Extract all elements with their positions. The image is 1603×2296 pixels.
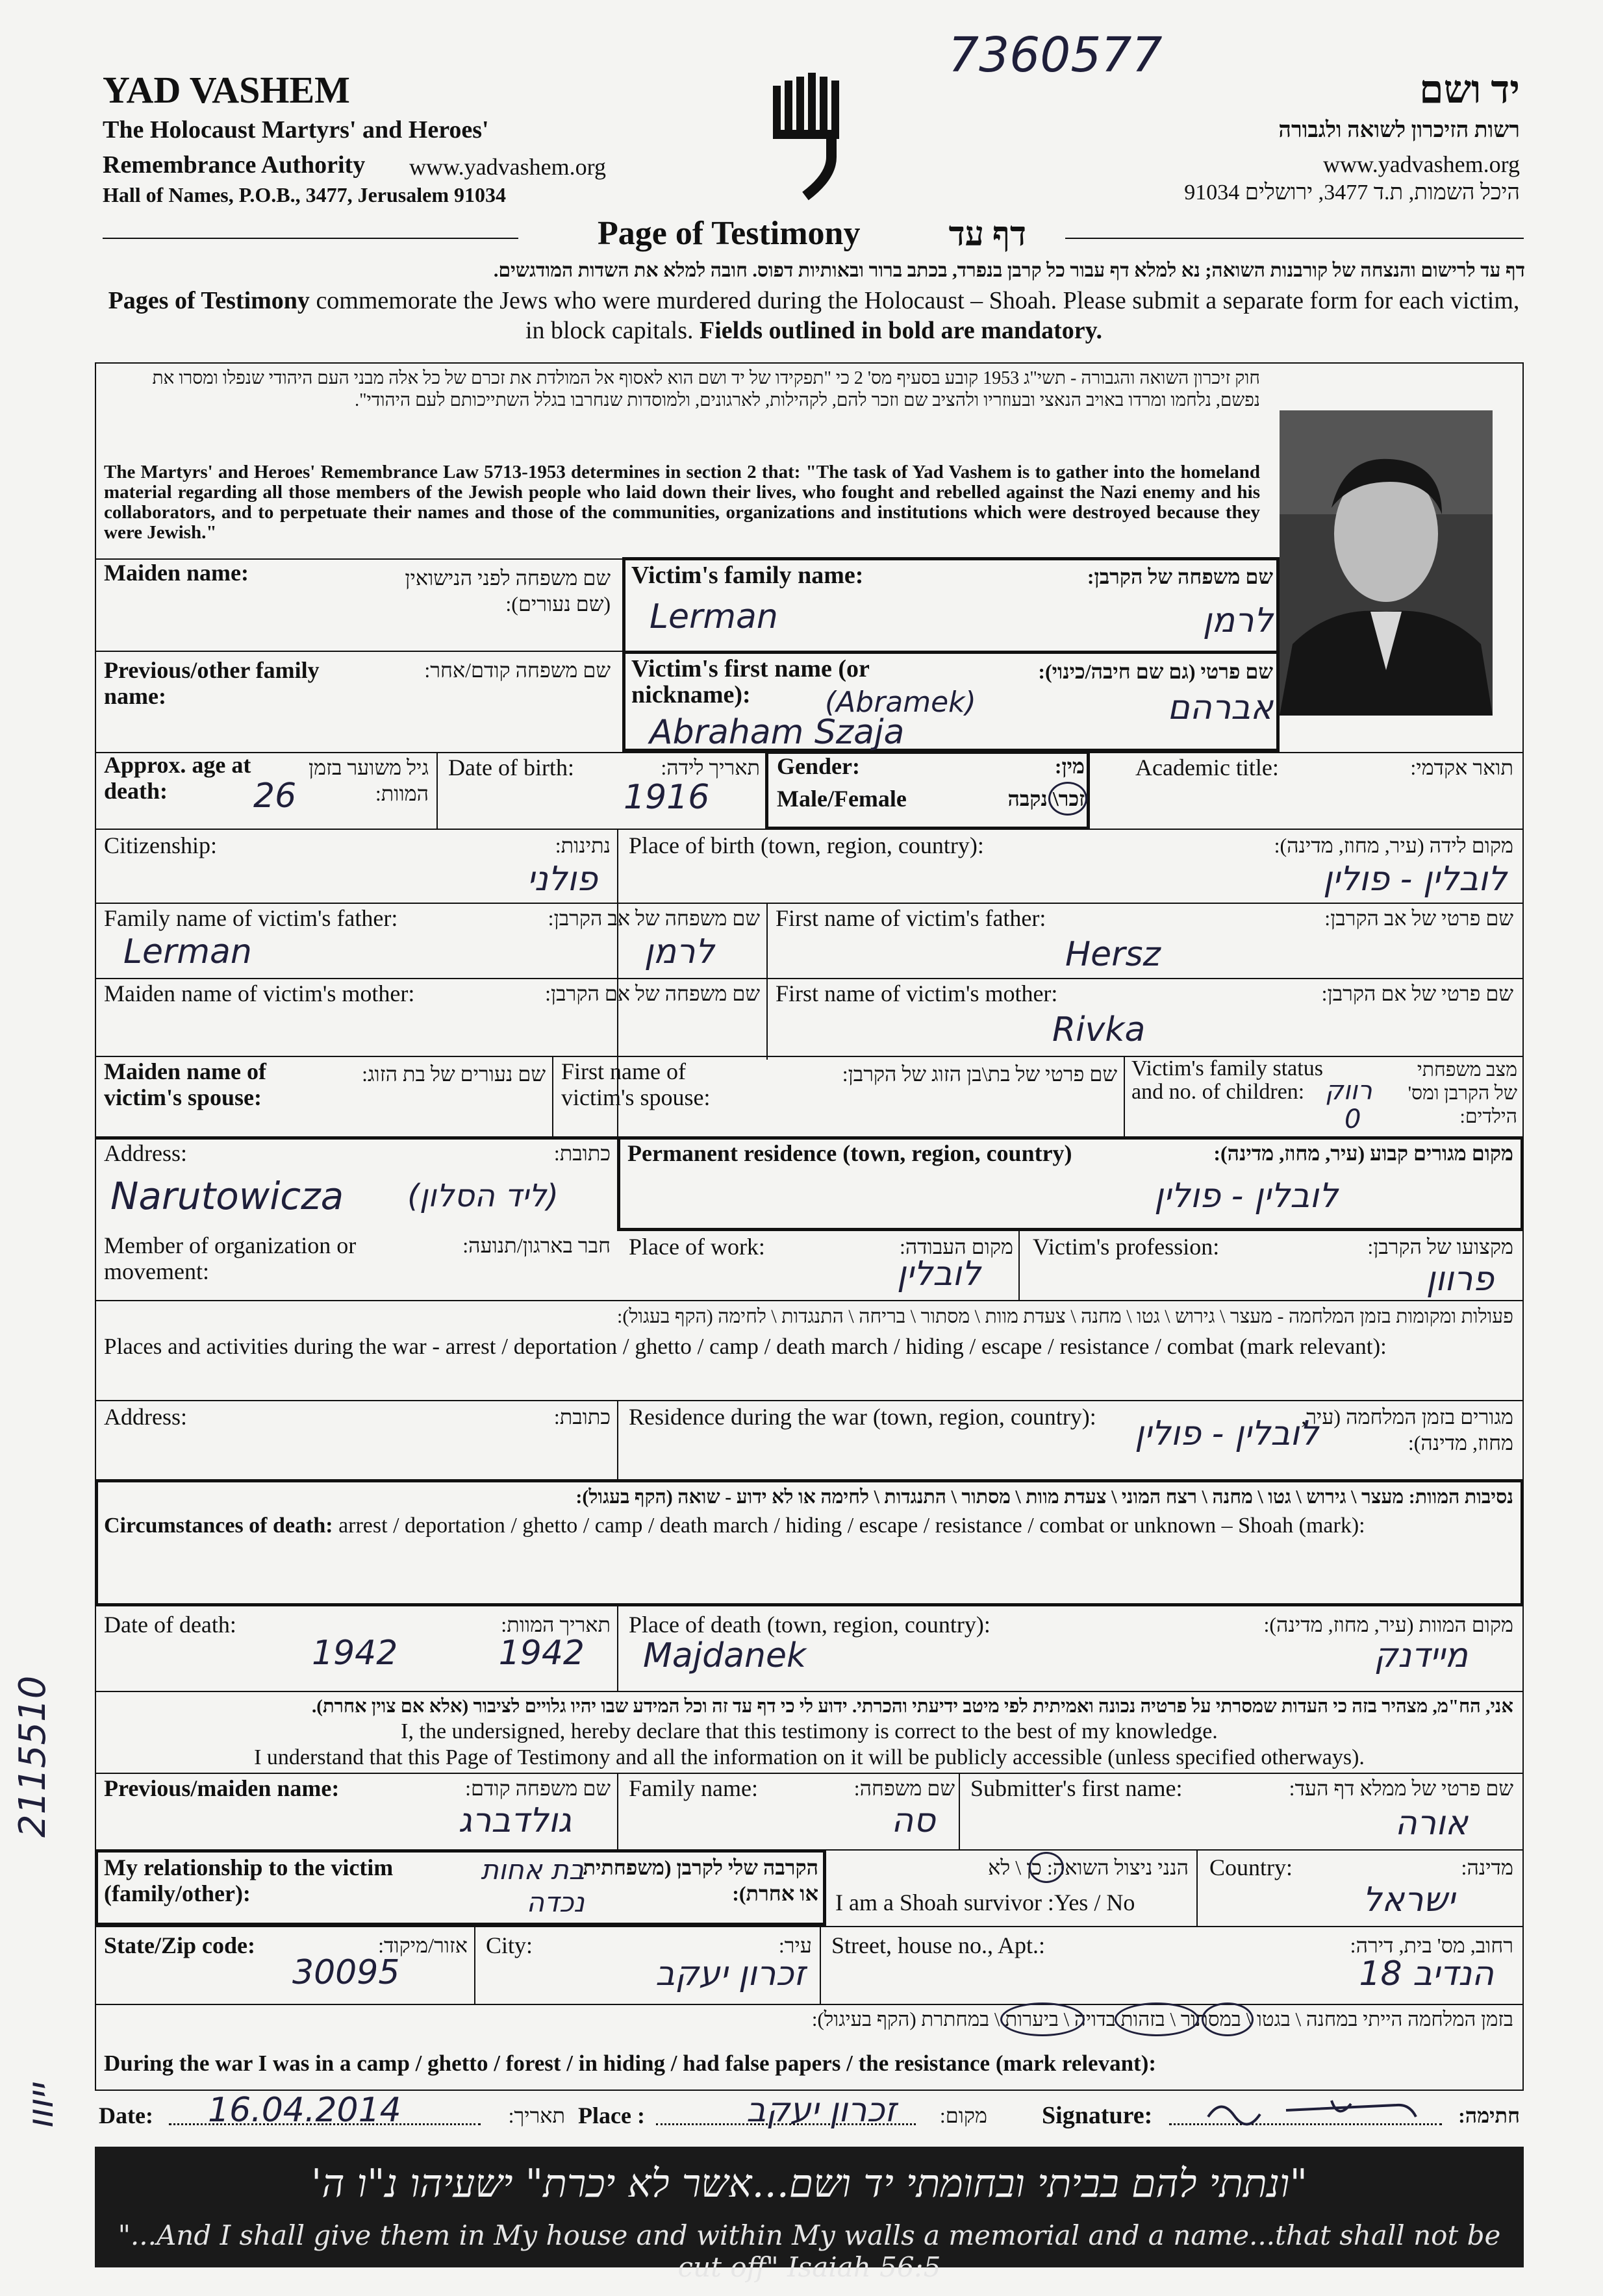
circumstances-he: נסיבות המוות: מעצר \ גירוש \ גטו \ מחנה \ רצח המוני \ צעדת מוות \ מסתור \ התנגדות \ לחימה או לא ידוע - שואה (הקף בעגול): bbox=[575, 1486, 1513, 1508]
rule bbox=[820, 1926, 821, 2004]
gender-label: Gender: bbox=[777, 753, 860, 779]
father-family-label: Family name of victim's father: bbox=[104, 905, 398, 931]
rule bbox=[959, 1773, 960, 1849]
spouse-first-label: First name of victim's spouse: bbox=[561, 1058, 711, 1110]
war-address-label: Address: bbox=[104, 1404, 187, 1430]
wartime-activities-en: Places and activities during the war - arrest / deportation / ghetto / camp / death march / hiding / escape / resistance / combat (mark relevant): bbox=[104, 1334, 1387, 1359]
profession-label-he: מקצועו של הקרבן: bbox=[1367, 1235, 1513, 1258]
previous-name-label-he: שם משפחה קודם/אחר: bbox=[424, 658, 611, 682]
date-value[interactable]: 16.04.2014 bbox=[208, 2091, 401, 2130]
maiden-name-label-he: שם משפחה לפני הנישואין (שם נעורים): bbox=[405, 566, 611, 616]
birth-place-label-he: מקום לידה (עיר, מחוז, מדינה): bbox=[1274, 834, 1513, 857]
rule bbox=[1196, 1849, 1198, 1926]
relationship-label-he: הקרבה שלי לקרבן (משפחתית או אחרת): bbox=[583, 1856, 818, 1905]
dob-value[interactable]: 1916 bbox=[624, 778, 710, 817]
previous-name-label: Previous/other family name: bbox=[104, 657, 320, 709]
date-label: Date: bbox=[99, 2103, 153, 2128]
death-date-value-he[interactable]: 1942 bbox=[498, 1634, 585, 1673]
rule bbox=[826, 1849, 1524, 1851]
rule bbox=[95, 1400, 1524, 1401]
law-en: The Martyrs' and Heroes' Remembrance Law 5713-1953 determines in section 2 that: "The task of Yad Vashem is to gather into the homeland material regarding all those members of the Jewish people who laid down their lives, who fought and rebelled against the Nazi enemy and his collaborators, and to perpetuate their names and those of the communities, organizations and institutions which were destroyed because they were Jewish." bbox=[104, 462, 1260, 543]
mother-maiden-label-he: שם משפחה של אם הקרבן: bbox=[545, 982, 760, 1005]
signature-label: Signature: bbox=[1042, 2102, 1153, 2129]
rule bbox=[474, 1926, 475, 2004]
father-family-value-he[interactable]: לרמן bbox=[644, 932, 714, 971]
signature-scribble[interactable] bbox=[1202, 2091, 1435, 2130]
title-en: Page of Testimony bbox=[598, 215, 861, 252]
intro-mandatory: Fields outlined in bold are mandatory. bbox=[699, 317, 1103, 344]
family-name-value-he[interactable]: לרמן bbox=[1202, 601, 1273, 640]
maiden-name-label: Maiden name: bbox=[104, 560, 249, 586]
first-name-nickname[interactable]: (Abramek) bbox=[825, 686, 976, 719]
family-name-label-he: שם משפחה של הקרבן: bbox=[1087, 565, 1273, 588]
intro-he: דף עד לרישום והנצחה של קורבנות השואה; נא למלא דף עבור כל קרבן בנפרד, בכתב ברור ובאותיות דפוס. חובה למלא את השדות המודגשים. bbox=[493, 260, 1525, 281]
mother-first-value[interactable]: Rivka bbox=[1052, 1010, 1146, 1049]
street-value[interactable]: הנדיב 18 bbox=[1359, 1954, 1494, 1993]
street-label-he: רחוב, מס' בית, דירה: bbox=[1350, 1934, 1513, 1957]
circumstances-options: arrest / deportation / ghetto / camp / death march / hiding / escape / resistance / combat or unknown – Shoah (mark): bbox=[333, 1514, 1365, 1538]
zip-label: State/Zip code: bbox=[104, 1932, 255, 1958]
header-rule-right bbox=[1065, 238, 1524, 239]
birth-place-value[interactable]: לובלין - פולין bbox=[1323, 860, 1507, 899]
wartime-activities-he: פעולות ומקומות בזמן המלחמה - מעצר \ גירוש \ גטו \ מחנה \ צעדת מוות \ מסתור \ בריחה \ התנגדות \ לחימה (הקף בעגול): bbox=[617, 1306, 1513, 1327]
children-value[interactable]: 0 bbox=[1344, 1104, 1361, 1134]
address-en: Hall of Names, P.O.B., 3477, Jerusalem 91034 bbox=[103, 183, 506, 206]
war-address-label-he: כתובת: bbox=[553, 1405, 611, 1429]
gender-male-circle bbox=[1048, 782, 1087, 816]
circumstances-en bbox=[104, 1513, 1365, 1539]
rule bbox=[617, 1773, 618, 1849]
war-location-en: During the war I was in a camp / ghetto / forest / in hiding / had false papers / the resistance (mark relevant): bbox=[104, 2051, 1157, 2076]
death-place-value-he[interactable]: מיידנק bbox=[1374, 1636, 1468, 1675]
family-name-label: Victim's family name: bbox=[631, 562, 864, 589]
zip-label-he: אזור/מיקוד: bbox=[378, 1934, 468, 1957]
profession-value[interactable]: פרוון bbox=[1426, 1260, 1494, 1299]
header-rule-left bbox=[103, 238, 518, 239]
victim-portrait-image bbox=[1280, 410, 1493, 716]
org-name-en: YAD VASHEM bbox=[103, 69, 350, 111]
war-location-circle-3 bbox=[1202, 2003, 1254, 2036]
family-status-value[interactable]: רווק bbox=[1325, 1076, 1372, 1106]
father-family-value[interactable]: Lerman bbox=[123, 932, 252, 971]
address-he: היכל השמות, ת.ד 3477, ירושלים 91034 bbox=[1184, 181, 1520, 205]
city-label: City: bbox=[486, 1932, 533, 1958]
place-label: Place : bbox=[578, 2103, 645, 2128]
address-label: Address: bbox=[104, 1140, 187, 1166]
country-label-he: מדינה: bbox=[1461, 1856, 1513, 1879]
footer-banner bbox=[95, 2147, 1524, 2283]
rule bbox=[1018, 1231, 1020, 1300]
rule bbox=[95, 651, 622, 652]
first-name-label: Victim's first name (or nickname): bbox=[631, 655, 870, 708]
permanent-residence-label: Permanent residence (town, region, country) bbox=[627, 1140, 1072, 1166]
war-location-circle-1 bbox=[1000, 2003, 1085, 2036]
rule bbox=[95, 829, 1524, 830]
war-location-he: בזמן המלחמה הייתי במחנה \ בגטו \ במסתור \ בזהות בדויה \ ביערות \ במחתרת (הקף בעיגול): bbox=[811, 2008, 1513, 2030]
website-he: www.yadvashem.org bbox=[1323, 151, 1520, 177]
death-date-label: Date of death: bbox=[104, 1612, 236, 1638]
workplace-label-he: מקום העבודה: bbox=[899, 1235, 1013, 1258]
spouse-first-label-he: שם פרטי של בת\בן הזוג של הקרבן: bbox=[842, 1062, 1117, 1086]
war-residence-label-he: מגורים בזמן המלחמה (עיר, מחוז, מדינה): bbox=[1301, 1405, 1513, 1454]
age-label-he: גיל משוער בזמן המוות: bbox=[308, 756, 429, 805]
org-name-he: יד ושם bbox=[1419, 68, 1520, 111]
rule bbox=[95, 1773, 1524, 1774]
age-label: Approx. age at death: bbox=[104, 752, 251, 804]
declaration-he: אני, הח"מ, מצהיר בזה כי העדות שמסרתי על פרטיה נכונה ואמיתית לפי מיטב ידיעתי והכרתי. ידוע לי כי דף עד זה וכל המידע שבו יהיו גלויים לציבור (אלא אם צוין אחרת). bbox=[312, 1696, 1513, 1717]
intro-en bbox=[103, 286, 1525, 345]
rule bbox=[436, 752, 438, 829]
relationship-label: My relationship to the victim (family/other): bbox=[104, 1854, 394, 1906]
death-place-value[interactable]: Majdanek bbox=[643, 1636, 807, 1675]
mother-first-label-he: שם פרטי של אם הקרבן: bbox=[1321, 982, 1513, 1005]
war-location-circle-2 bbox=[1115, 2003, 1199, 2036]
workplace-label: Place of work: bbox=[629, 1234, 765, 1260]
mother-maiden-label: Maiden name of victim's mother: bbox=[104, 980, 415, 1006]
first-name-value[interactable]: Abraham Szaja bbox=[650, 713, 905, 752]
gender-options-he[interactable]: זכר\ נקבה bbox=[1007, 787, 1085, 810]
place-value[interactable]: זכרון יעקב bbox=[746, 2091, 896, 2130]
submitter-family-value[interactable]: סה bbox=[891, 1801, 935, 1840]
date-label-he: תאריך: bbox=[508, 2104, 565, 2127]
relationship-value[interactable]: בת אחות bbox=[481, 1854, 585, 1886]
declaration-en-2: I understand that this Page of Testimony and all the information on it will be publicly accessible (unless specified otherways). bbox=[254, 1745, 1365, 1769]
spouse-maiden-label: Maiden name of victim's spouse: bbox=[104, 1058, 266, 1110]
father-family-label-he: שם משפחה של אב הקרבן: bbox=[548, 906, 760, 930]
signature-label-he: חתימה: bbox=[1458, 2104, 1520, 2127]
father-first-label: First name of victim's father: bbox=[776, 905, 1046, 931]
academic-title-label: Academic title: bbox=[1135, 755, 1279, 780]
address-label-he: כתובת: bbox=[553, 1142, 611, 1165]
relationship-value-2[interactable]: נכדה bbox=[526, 1886, 585, 1918]
footer-verse-en: "...And I shall give them in My house and within My walls a memorial and a name...that shall not be cut off" Isaiah 56:5 bbox=[118, 2219, 1501, 2283]
submitter-first-value[interactable]: אורה bbox=[1395, 1804, 1468, 1843]
academic-title-label-he: תואר אקדמי: bbox=[1410, 756, 1513, 779]
rule bbox=[1124, 1056, 1125, 1138]
first-name-value-he[interactable]: אברהם bbox=[1167, 688, 1273, 727]
submitter-previous-label-he: שם משפחה קודם: bbox=[465, 1777, 611, 1800]
title-he: דף עד bbox=[948, 216, 1026, 253]
rule bbox=[95, 978, 1524, 979]
form-number: 7360577 bbox=[948, 27, 1163, 83]
death-place-label-he: מקום המוות (עיר, מחוז, מדינה): bbox=[1263, 1613, 1513, 1636]
rule bbox=[552, 1056, 553, 1138]
death-date-value[interactable]: 1942 bbox=[312, 1634, 398, 1673]
country-value[interactable]: ישראל bbox=[1362, 1880, 1455, 1919]
citizenship-label: Citizenship: bbox=[104, 832, 217, 858]
citizenship-value[interactable]: פולני bbox=[527, 860, 598, 899]
intro-en-rest: commemorate the Jews who were murdered during the Holocaust – Shoah. Please submit a separate form for each victim, in block capitals. bbox=[309, 287, 1520, 344]
rule bbox=[95, 1691, 1524, 1692]
place-label-he: מקום: bbox=[939, 2104, 987, 2127]
address-value-he[interactable]: (ליד הסלון) bbox=[407, 1178, 559, 1214]
spouse-maiden-label-he: שם נעורים של בת הזוג: bbox=[362, 1062, 546, 1086]
first-name-label-he: שם פרטי (גם שם חיבה/כינוי): bbox=[1038, 660, 1273, 683]
rule bbox=[95, 1926, 1524, 1927]
workplace-value[interactable]: לובלין bbox=[896, 1254, 981, 1293]
submitter-previous-label: Previous/maiden name: bbox=[104, 1775, 340, 1801]
death-date-label-he: תאריך המוות: bbox=[501, 1613, 611, 1636]
rule bbox=[95, 2004, 1524, 2005]
birth-place-label: Place of birth (town, region, country): bbox=[629, 832, 984, 858]
family-name-value[interactable]: Lerman bbox=[650, 597, 778, 636]
zip-value[interactable]: 30095 bbox=[292, 1953, 400, 1992]
submitter-first-label: Submitter's first name: bbox=[970, 1775, 1183, 1801]
law-he: חוק זיכרון השואה והגבורה - תשי"ג 1953 קובע בסעיף מס' 2 כי "תפקידו של יד ושם הוא לאסוף אל המולדת את זכרם של כל אלה מבני העם היהודי שנפלו ומסרו את נפשם, נלחמו ומרדו באויב הנאצי ובעוזריו ולהציב שם וזכר להם, לקהילות, לארגונים, ולמוסדות שנחרבו בגלל השתייכותם לעם היהודי". bbox=[152, 368, 1260, 410]
org-sub-he: רשות הזיכרון לשואה ולגבורה bbox=[1278, 118, 1520, 142]
submitter-family-label: Family name: bbox=[629, 1775, 758, 1801]
death-place-label: Place of death (town, region, country): bbox=[629, 1612, 991, 1638]
organization-label-he: חבר בארגון/תנועה: bbox=[462, 1234, 611, 1257]
father-first-label-he: שם פרטי של אב הקרבן: bbox=[1324, 906, 1513, 930]
survivor-label[interactable]: I am a Shoah survivor :Yes / No bbox=[835, 1890, 1135, 1915]
mother-first-label: First name of victim's mother: bbox=[776, 980, 1058, 1006]
org-sub2-en: Remembrance Authority bbox=[103, 151, 366, 179]
war-residence-value[interactable]: לובלין - פולין bbox=[1135, 1414, 1319, 1453]
survivor-yes-circle bbox=[1029, 1852, 1064, 1883]
margin-mark: ייווו bbox=[19, 2084, 62, 2130]
rule bbox=[617, 1606, 618, 1692]
country-label: Country: bbox=[1209, 1854, 1293, 1880]
rule bbox=[95, 1300, 1524, 1301]
city-value[interactable]: זכרון יעקב bbox=[655, 1954, 805, 1993]
submitter-first-label-he: שם פרטי של ממלא דף העד: bbox=[1289, 1777, 1513, 1800]
profession-label: Victim's profession: bbox=[1033, 1234, 1220, 1260]
war-residence-label: Residence during the war (town, region, country): bbox=[629, 1404, 1096, 1430]
website-en: www.yadvashem.org bbox=[409, 154, 606, 180]
family-status-label: Victim's family status and no. of children: bbox=[1131, 1056, 1323, 1104]
circumstances-label: Circumstances of death: bbox=[104, 1514, 333, 1538]
organization-label: Member of organization or movement: bbox=[104, 1232, 357, 1284]
city-label-he: עיר: bbox=[778, 1934, 812, 1957]
gender-label-he: מין: bbox=[1054, 755, 1085, 778]
citizenship-label-he: נתינות: bbox=[555, 834, 611, 857]
street-label: Street, house no., Apt.: bbox=[831, 1932, 1045, 1958]
dob-label-he: תאריך לידה: bbox=[661, 756, 760, 779]
gender-options: Male/Female bbox=[777, 786, 907, 812]
family-status-label-he: מצב משפחתי של הקרבן ומס' הילדים: bbox=[1407, 1059, 1517, 1127]
margin-number: 2115510 bbox=[12, 1675, 54, 1838]
declaration-en-1: I, the undersigned, hereby declare that this testimony is correct to the best of my knowledge. bbox=[401, 1719, 1218, 1743]
intro-en-bold: Pages of Testimony bbox=[108, 287, 310, 314]
address-value[interactable]: Narutowicza bbox=[110, 1174, 344, 1218]
rule bbox=[95, 903, 1524, 904]
rule bbox=[617, 1400, 618, 1480]
victim-photo bbox=[1280, 410, 1493, 716]
submitter-previous-value[interactable]: גולדברג bbox=[458, 1801, 572, 1840]
age-value[interactable]: 26 bbox=[253, 777, 297, 816]
yad-vashem-logo bbox=[766, 73, 851, 203]
submitter-family-label-he: שם משפחה: bbox=[853, 1777, 955, 1800]
permanent-residence-label-he: מקום מגורים קבוע (עיר, מחוז, מדינה): bbox=[1213, 1142, 1513, 1165]
father-first-value[interactable]: Hersz bbox=[1065, 935, 1161, 974]
rule bbox=[622, 651, 1280, 654]
footer-verse-he: "ונתתי להם בביתי ובחומתי יד ושם...אשר לא יכרת" ישעיהו נ"ו ה' bbox=[310, 2161, 1308, 2206]
survivor-label-he[interactable]: הנני ניצול השואה: כן \ לא bbox=[988, 1856, 1189, 1879]
rule bbox=[766, 903, 768, 1060]
org-sub1-en: The Holocaust Martyrs' and Heroes' bbox=[103, 116, 489, 144]
dob-label: Date of birth: bbox=[448, 755, 574, 780]
permanent-residence-value[interactable]: לובלין - פולין bbox=[1154, 1177, 1338, 1216]
